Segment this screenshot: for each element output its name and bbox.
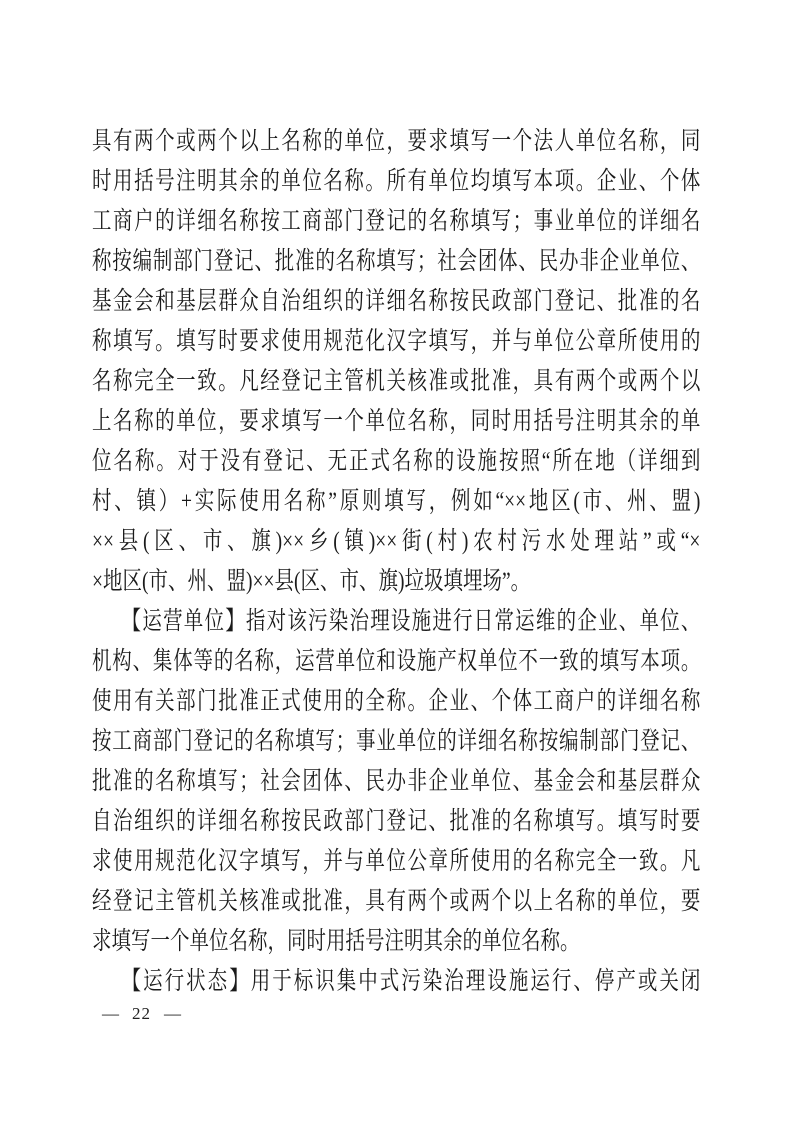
body-text [92,122,700,1002]
paragraph-operating-status [92,962,700,1002]
text-line: 【运行状态】用于标识集中式污染治理设施运行、停产或关闭 [121,968,701,995]
text-line: 称填写。填写时要求使用规范化汉字填写，并与单位公章所使用的 [92,328,701,355]
text-line: 批准的名称填写；社会团体、民办非企业单位、基金会和基层群众 [92,768,701,795]
text-line: 机构、集体等的名称，运营单位和设施产权单位不一致的填写本项。 [92,648,701,675]
text-line: 称按编制部门登记、批准的名称填写；社会团体、民办非企业单位、 [92,248,701,275]
text-line: 位名称。对于没有登记、无正式名称的设施按照“所在地（详细到 [92,448,701,475]
footer-left-dash: — [102,1004,119,1023]
paragraph-continuation [92,122,700,602]
text-line: 时用括号注明其余的单位名称。所有单位均填写本项。企业、个体 [92,168,701,195]
text-line: ×地区(市、州、盟)××县(区、市、旗)垃圾填埋场”。 [92,568,531,595]
text-line: ××县(区、市、旗)××乡(镇)××街(村)农村污水处理站”或“× [92,528,701,555]
text-line: 求使用规范化汉字填写，并与单位公章所使用的名称完全一致。凡 [92,848,701,875]
footer-right-dash: — [164,1004,181,1023]
text-line: 名称完全一致。凡经登记主管机关核准或批准，具有两个或两个以 [92,368,701,395]
text-line: 村、镇）+实际使用名称”原则填写，例如“××地区(市、州、盟) [92,488,701,515]
text-line: 自治组织的详细名称按民政部门登记、批准的名称填写。填写时要 [92,808,701,835]
text-line: 经登记主管机关核准或批准，具有两个或两个以上名称的单位，要 [92,888,701,915]
paragraph-operating-unit [92,602,700,962]
text-line: 基金会和基层群众自治组织的详细名称按民政部门登记、批准的名 [92,288,701,315]
text-line: 【运营单位】指对该污染治理设施进行日常运维的企业、单位、 [121,608,701,635]
text-line: 具有两个或两个以上名称的单位，要求填写一个法人单位名称，同 [92,128,701,155]
page-footer [102,1001,181,1027]
page-number: 22 [132,1004,151,1023]
text-line: 按工商部门登记的名称填写；事业单位的详细名称按编制部门登记、 [92,728,701,755]
text-line: 求填写一个单位名称，同时用括号注明其余的单位名称。 [92,928,580,955]
text-line: 使用有关部门批准正式使用的全称。企业、个体工商户的详细名称 [92,688,701,715]
text-line: 工商户的详细名称按工商部门登记的名称填写；事业单位的详细名 [92,208,701,235]
text-line: 上名称的单位，要求填写一个单位名称，同时用括号注明其余的单 [92,408,701,435]
